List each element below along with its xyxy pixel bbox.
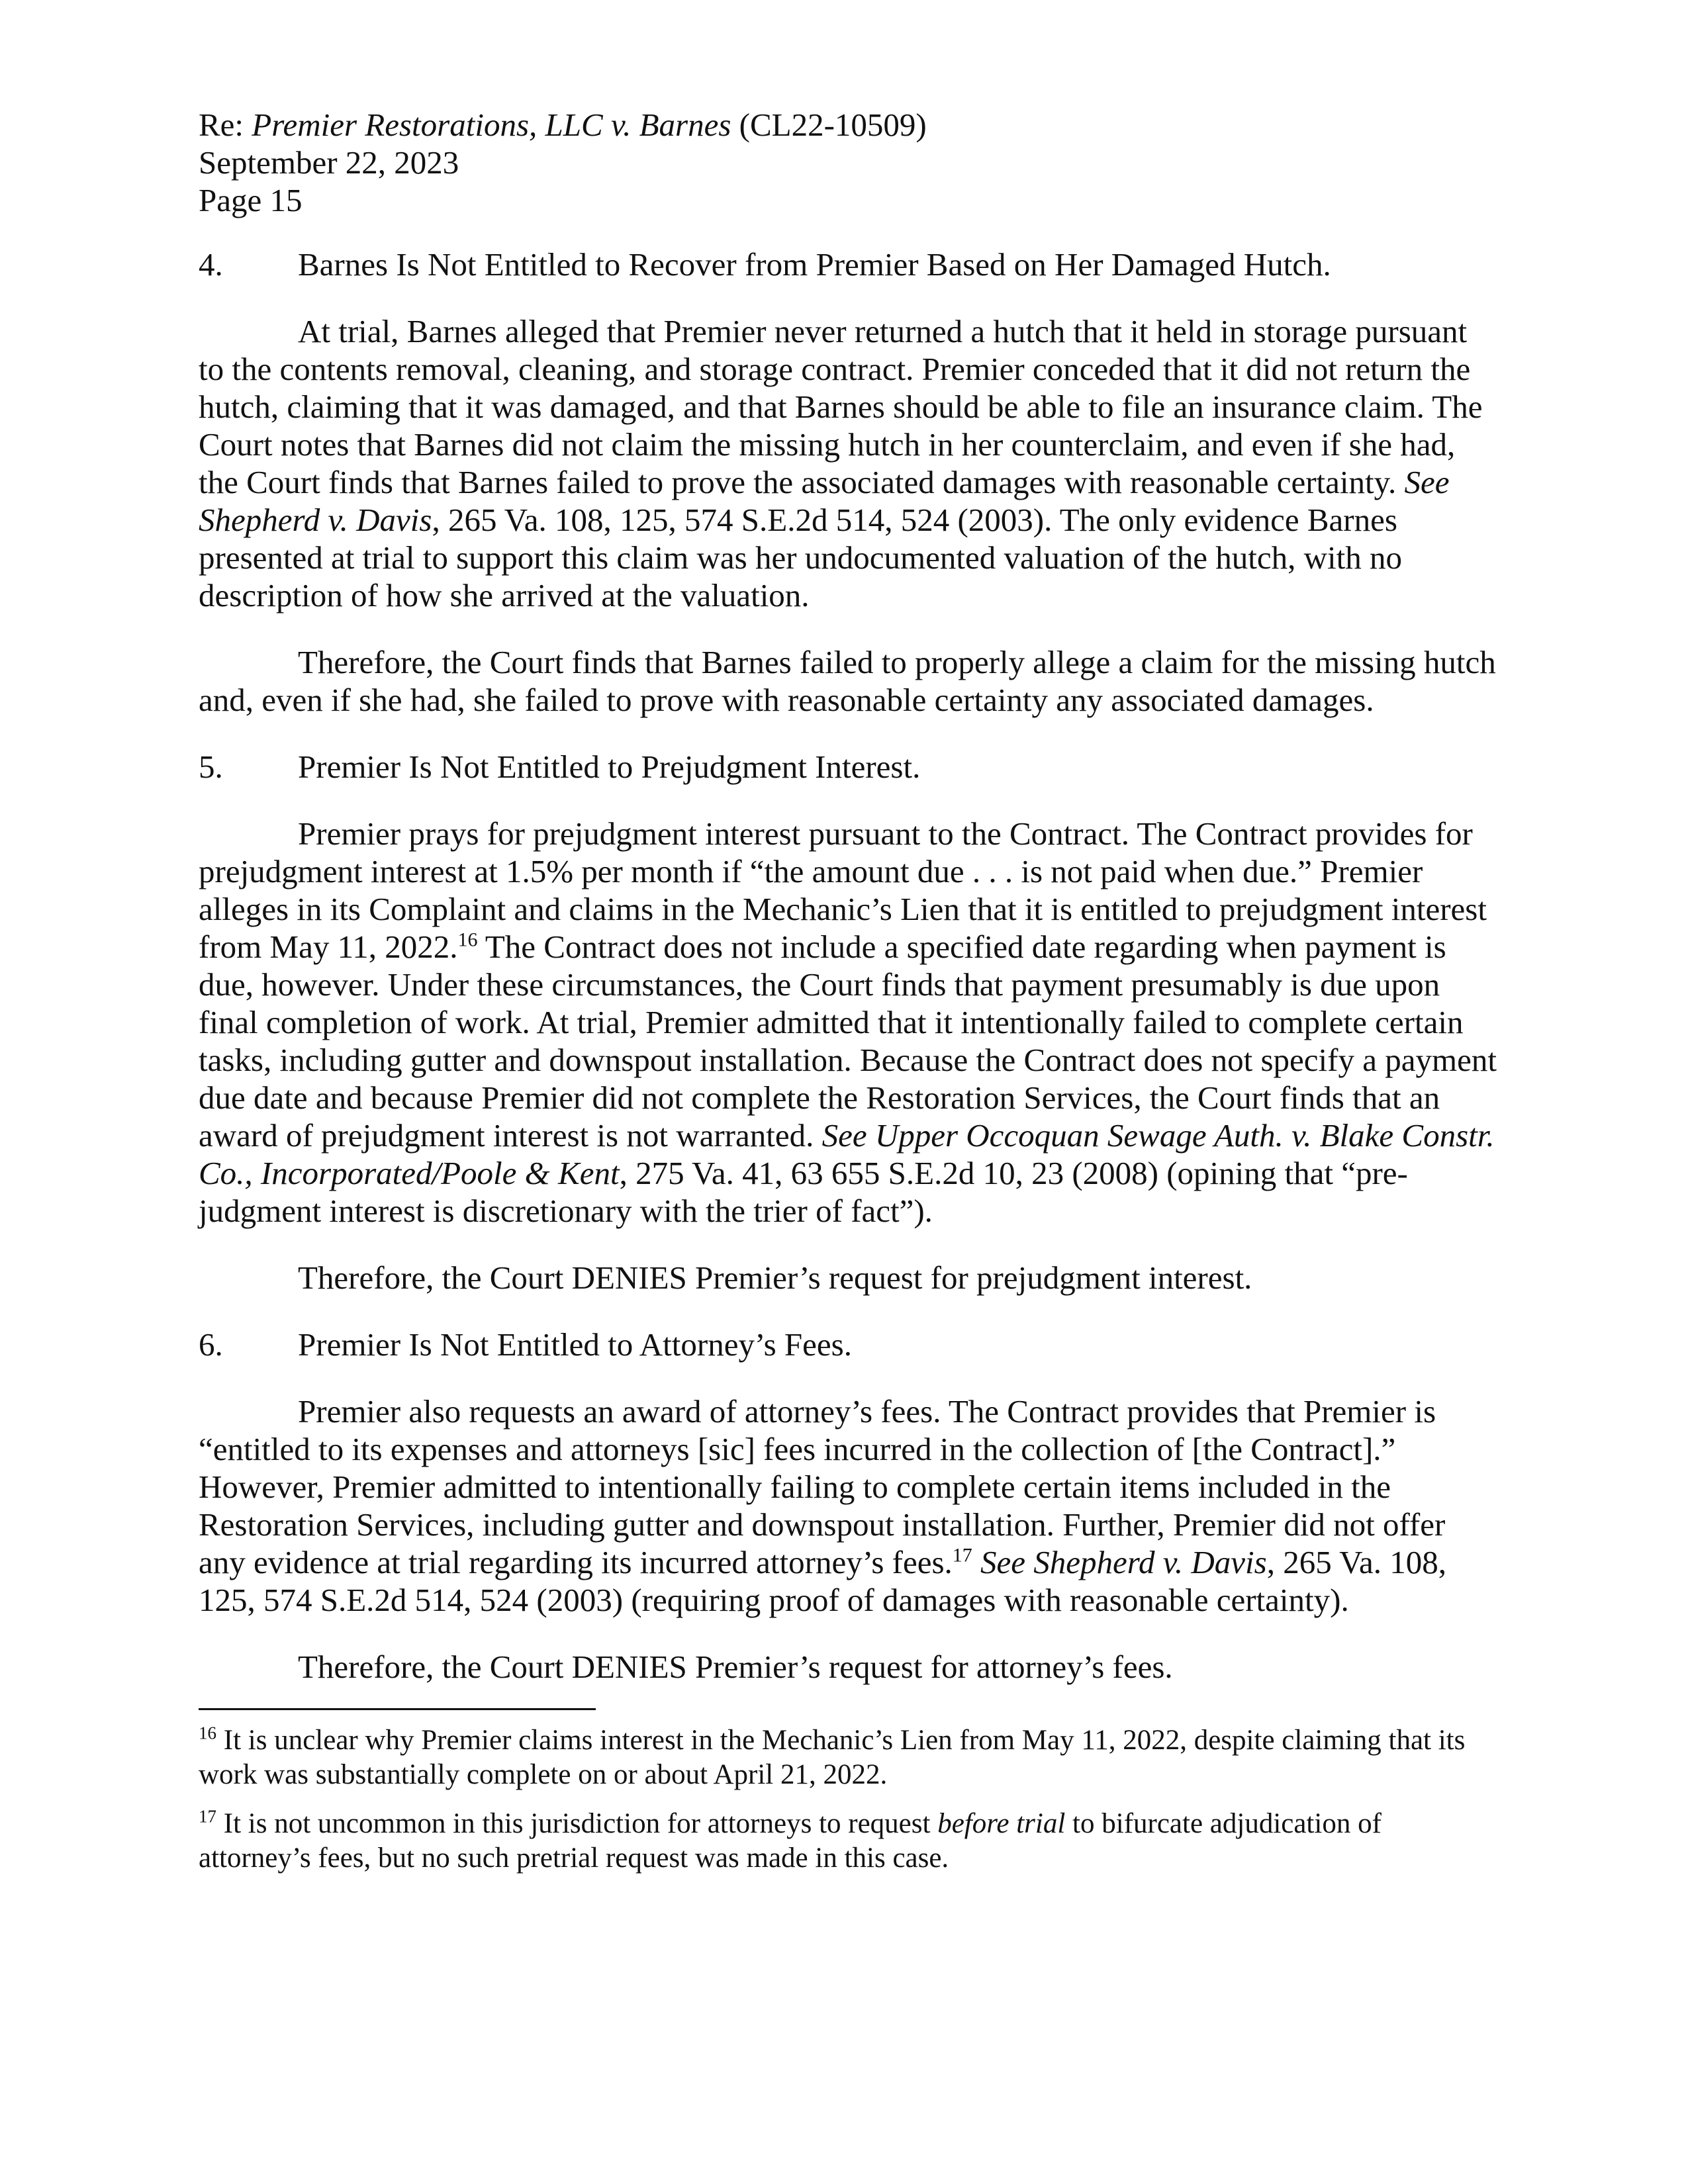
footnote-separator xyxy=(199,1708,596,1710)
section-5-paragraph-1: Premier prays for prejudgment interest pursuant to the Contract. The Contract provides for prejudgment interest at 1.5% per month if “the amount due . . . is not paid when due.” Premier alleges in its Complaint and claims in the Mechanic’s Lien that it is entitled to prejudgment interest from May 11, 2022.16 The Contract does not include a specified date regarding when payment is due, however. Under these circumstances, the Court finds that payment presumably is due upon final completion of work. At trial, Premier admitted that it intentionally failed to complete certain tasks, including gutter and downspout installation. Because the Contract does not specify a payment due date and because Premier did not complete the Restoration Services, the Court finds that an award of prejudgment interest is not warranted. See Upper Occoquan Sewage Auth. v. Blake Constr. Co., Incorporated/Poole & Kent, 275 Va. 41, 63 655 S.E.2d 10, 23 (2008) (opining that “pre-judgment interest is discretionary with the trier of fact”). xyxy=(199,815,1497,1229)
section-6-conclusion: Therefore, the Court DENIES Premier’s request for attorney’s fees. xyxy=(298,1649,1173,1685)
footnote-ref-17: 17 xyxy=(952,1544,972,1567)
letter-date: September 22, 2023 xyxy=(199,144,459,181)
section-5-heading xyxy=(199,748,1497,786)
case-citation: See Shepherd v. Davis xyxy=(972,1544,1267,1580)
section-6-paragraph-1: Premier also requests an award of attorney’s fees. The Contract provides that Premier is “entitled to its expenses and attorneys [sic] fees incurred in the collection of [the Contract].” However, Premier admitted to intentionally failing to complete certain items included in the Restoration Services, including gutter and downspout installation. Further, Premier did not offer any evidence at trial regarding its incurred attorney’s fees.$^{17}$ See Shepherd v. Davis, 265 Va. 108, 125, 574 S.E.2d 514, 524 (2003) (requiring proof of damages with reasonable certainty). xyxy=(199,1393,1447,1618)
section-number: 4. xyxy=(199,246,223,283)
case-number: (CL22-10509) xyxy=(731,107,927,143)
case-citation: See Upper Occoquan Sewage Auth. v. Blake Constr. Co., Incorporated/Poole & Kent xyxy=(199,1117,1495,1191)
section-4-paragraph-1: At trial, Barnes alleged that Premier never returned a hutch that it held in storage pursuant to the contents removal, cleaning, and storage contract. Premier conceded that it did not return the hutch, claiming that it was damaged, and that Barnes should be able to file an insurance claim. The Court notes that Barnes did not claim the missing hutch in her counterclaim, and even if she had, the Court finds that Barnes failed to prove the associated damages with reasonable certainty. See Shepherd v. Davis, 265 Va. 108, 125, 574 S.E.2d 514, 524 (2003). The only evidence Barnes presented at trial to support this claim was her undocumented valuation of the hutch, with no description of how she arrived at the valuation. xyxy=(199,313,1483,614)
case-reference: Re: Premier Restorations, LLC v. Barnes (CL22-10509) xyxy=(199,107,927,143)
footnote-number: 17 xyxy=(199,1806,216,1827)
section-4-heading xyxy=(199,246,1497,283)
letter-header xyxy=(199,106,1497,219)
footnote-ref-16: 16 xyxy=(457,929,478,951)
footnote-16: $^{16}$ It is unclear why Premier claims interest in the Mechanic’s Lien from May 11, 2022, despite claiming that its work was substantially complete on or about April 21, 2022. xyxy=(199,1723,1466,1790)
section-title: Premier Is Not Entitled to Prejudgment Interest. xyxy=(298,749,921,785)
section-number: 5. xyxy=(199,749,223,785)
page-content xyxy=(199,106,1497,1890)
case-citation: See Shepherd v. Davis xyxy=(199,464,1450,538)
section-5-conclusion: Therefore, the Court DENIES Premier’s request for prejudgment interest. xyxy=(298,1259,1252,1296)
footnote-number: 16 xyxy=(199,1723,216,1743)
section-number: 6. xyxy=(199,1326,223,1363)
footnote-17: $^{17}$ It is not uncommon in this jurisdiction for attorneys to request before trial to bifurcate adjudication of attorney’s fees, but no such pretrial request was made in this case. xyxy=(199,1806,1382,1874)
section-title: Barnes Is Not Entitled to Recover from Premier Based on Her Damaged Hutch. xyxy=(298,246,1331,283)
section-title: Premier Is Not Entitled to Attorney’s Fees. xyxy=(298,1326,852,1363)
section-4-conclusion: Therefore, the Court finds that Barnes failed to properly allege a claim for the missing hutch and, even if she had, she failed to prove with reasonable certainty any associated damages. xyxy=(199,644,1496,718)
section-6-heading xyxy=(199,1326,1497,1363)
page-number: Page 15 xyxy=(199,182,303,218)
case-name: Premier Restorations, LLC v. Barnes xyxy=(252,107,731,143)
